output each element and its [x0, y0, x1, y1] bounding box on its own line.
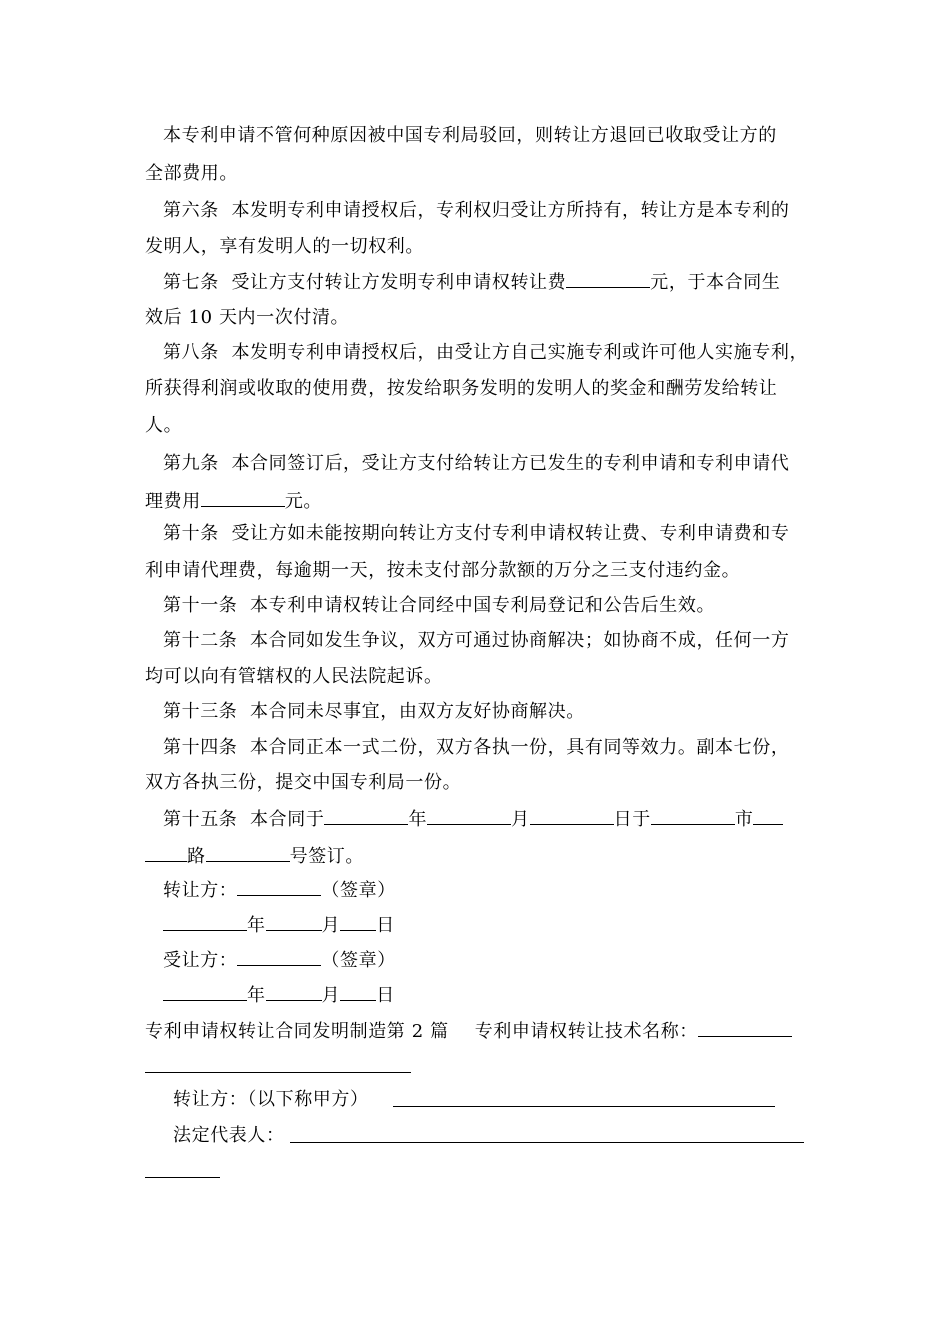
transferee-blank[interactable]: [237, 947, 321, 966]
text: 元。: [284, 491, 323, 512]
text: 日: [376, 985, 395, 1006]
legal-rep-line: [173, 1124, 285, 1148]
text: 日于: [613, 809, 651, 830]
text: 第十一条 本专利申请权转让合同经中国专利局登记和公告后生效。: [163, 595, 716, 616]
agent-fee-blank[interactable]: [201, 488, 285, 507]
road-blank-end[interactable]: [145, 843, 187, 862]
party-a-blank[interactable]: [393, 1106, 775, 1107]
tech-name-blank[interactable]: [698, 1018, 792, 1037]
text: 第十四条 本合同正本一式二份，双方各执一份，具有同等效力。副本七份，: [163, 737, 790, 758]
text: 路: [187, 846, 206, 867]
article-9-cont: [145, 488, 322, 514]
tech-name-blank-cont[interactable]: [145, 1072, 411, 1073]
text: 本专利申请不管何种原因被中国专利局驳回，则转让方退回已收取受让方的: [163, 125, 777, 146]
text: 均可以向有管辖权的人民法院起诉。: [145, 666, 443, 687]
article-11: [163, 594, 715, 618]
day-blank[interactable]: [530, 806, 614, 825]
legal-rep-blank-cont[interactable]: [145, 1177, 220, 1178]
text: 专利申请权转让技术名称：: [474, 1021, 698, 1042]
text: 日: [376, 915, 395, 936]
transferor-sign: [163, 877, 396, 903]
article-6: [163, 199, 789, 223]
party-a-line: [173, 1088, 369, 1112]
text: 转让方：（以下称甲方）: [173, 1089, 369, 1110]
text: 市: [734, 809, 754, 830]
text: 年: [247, 985, 266, 1006]
text: 效后 10 天内一次付清。: [145, 307, 350, 328]
text: 元，于本合同生: [650, 272, 781, 293]
text: 利申请代理费，每逾期一天，按未支付部分款额的万分之三支付违约金。: [145, 560, 741, 581]
section-heading: 专利申请权转让合同发明制造第 2 篇: [145, 1021, 449, 1042]
text: 第九条 本合同签订后，受让方支付给转让方已发生的专利申请和专利申请代: [163, 453, 790, 474]
text: 月: [511, 809, 530, 830]
text: （签章）: [321, 880, 396, 901]
article-8-cont: [145, 377, 777, 401]
year-blank[interactable]: [324, 806, 408, 825]
text: （签章）: [321, 950, 396, 971]
year-blank[interactable]: [163, 982, 247, 1001]
text: 年: [247, 915, 266, 936]
text: 转让方：: [163, 880, 238, 901]
fee-blank[interactable]: [566, 269, 650, 288]
text: 第六条 本发明专利申请授权后，专利权归受让方所持有，转让方是本专利的: [163, 200, 790, 221]
day-blank[interactable]: [340, 982, 376, 1001]
article-12-cont: [145, 665, 443, 689]
transferor-date: [163, 912, 395, 938]
article-10: [163, 522, 789, 546]
month-blank[interactable]: [266, 982, 322, 1001]
article-6-cont: [145, 235, 424, 259]
text: 理费用: [145, 491, 201, 512]
article-15-cont: [145, 843, 364, 869]
paragraph-line: [145, 162, 238, 186]
text: 月: [321, 985, 341, 1006]
text: 第十条 受让方如未能按期向转让方支付专利申请权转让费、专利申请费和专: [163, 523, 790, 544]
text: 所获得利润或收取的使用费，按发给职务发明的发明人的奖金和酬劳发给转让: [145, 378, 778, 399]
transferee-sign: [163, 947, 396, 973]
article-14-cont: [145, 771, 461, 795]
text: 第八条 本发明专利申请授权后，由受让方自己实施专利或许可他人实施专利，: [163, 342, 809, 363]
article-8-cont: [145, 414, 182, 438]
text: 月: [321, 915, 341, 936]
text: 发明人，享有发明人的一切权利。: [145, 236, 424, 257]
second-contract-heading-line: [145, 1018, 792, 1044]
text: 第十二条 本合同如发生争议，双方可通过协商解决；如协商不成，任何一方: [163, 630, 790, 651]
text: 第七条 受让方支付转让方发明专利申请权转让费: [163, 272, 567, 293]
legal-rep-blank[interactable]: [290, 1142, 804, 1143]
year-blank[interactable]: [163, 912, 247, 931]
article-12: [163, 629, 789, 653]
number-blank[interactable]: [206, 843, 290, 862]
article-8: [163, 341, 808, 365]
text: 全部费用。: [145, 163, 238, 184]
paragraph-line: [163, 124, 777, 148]
transferee-date: [163, 982, 395, 1008]
text: 双方各执三份，提交中国专利局一份。: [145, 772, 462, 793]
article-15: [163, 806, 783, 832]
day-blank[interactable]: [340, 912, 376, 931]
city-blank[interactable]: [651, 806, 735, 825]
text: 年: [408, 809, 428, 830]
text: 第十三条 本合同未尽事宜，由双方友好协商解决。: [163, 701, 585, 722]
text: 受让方：: [163, 950, 238, 971]
article-9: [163, 452, 789, 476]
text: 人。: [145, 415, 183, 436]
article-7: [163, 269, 780, 295]
month-blank[interactable]: [427, 806, 511, 825]
road-blank-start[interactable]: [753, 806, 783, 825]
text: 号签订。: [289, 846, 365, 867]
month-blank[interactable]: [266, 912, 322, 931]
article-7-cont: [145, 306, 349, 330]
transferor-blank[interactable]: [237, 877, 321, 896]
text: 第十五条 本合同于: [163, 809, 325, 830]
article-14: [163, 736, 789, 760]
article-10-cont: [145, 559, 740, 583]
article-13: [163, 700, 585, 724]
text: 法定代表人：: [173, 1125, 285, 1146]
